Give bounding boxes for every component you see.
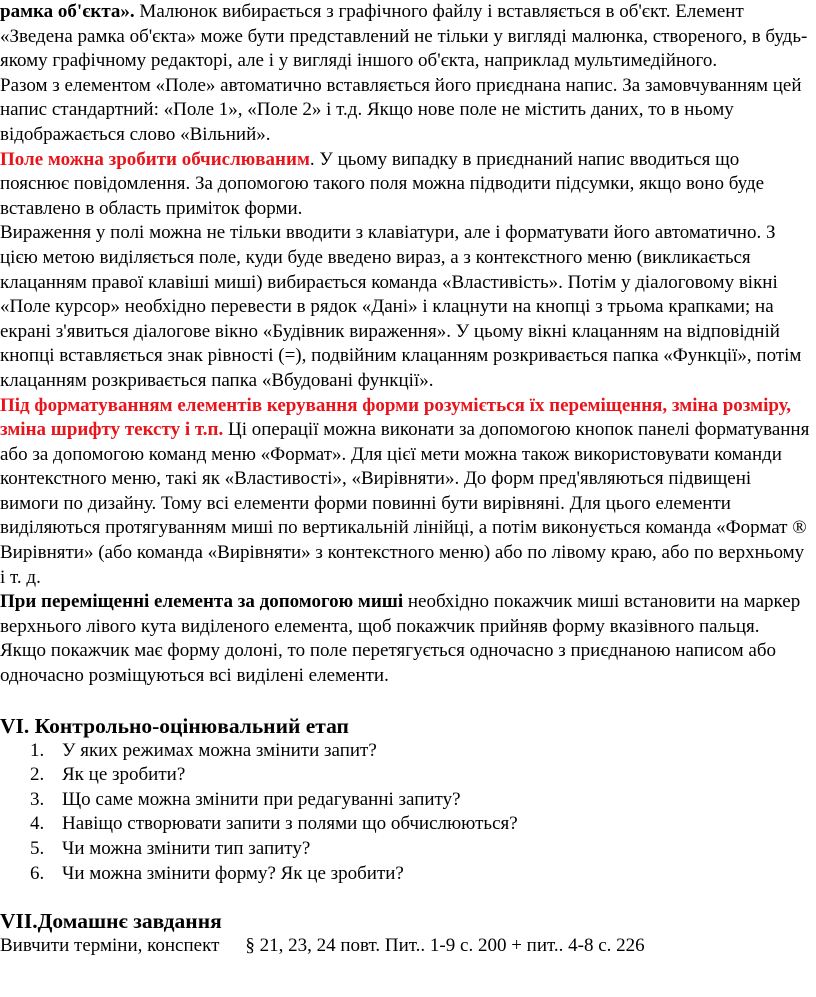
list-item-number: 2. xyxy=(30,764,45,786)
question-list xyxy=(0,739,810,887)
paragraph-1-bold: рамка об'єкта». xyxy=(0,1,135,22)
paragraph-5 xyxy=(0,394,810,591)
list-item-text: Що саме можна змінити при редагуванні запиту? xyxy=(62,788,461,810)
list-item xyxy=(0,862,810,887)
list-item xyxy=(0,739,810,764)
paragraph-6-bold: При переміщенні елемента за допомогою миші xyxy=(0,591,404,613)
list-item-number: 4. xyxy=(30,813,45,835)
paragraph-4-text: Вираження у полі можна не тільки вводити з клавіатури, але і форматувати його автоматично. З цією метою виділяється поле, куди буде введено вираз, а з контекстного меню (викликається клацанням правої клавіші миші) вибирається команда «Властивість». Потім у діалоговому вікні «Поле курсор» необхідно перевести в рядок «Дані» і клацнути на кнопці з трьома крапками; на екрані з'явиться діалогове вікно «Будівник вираження». У цьому вікні клацанням на відповідній кнопці вставляється знак рівності (=), подвійним клацанням розкривається папка «Функції», потім клацанням розкривається папка «Вбудовані функції». xyxy=(0,222,802,391)
list-item-text: Як це зробити? xyxy=(62,764,186,786)
spacer xyxy=(0,689,810,713)
paragraph-2 xyxy=(0,74,810,148)
paragraph-5-highlight: Під форматуванням елементів керування форми розуміється їх переміщення, зміна розміру, зміна шрифту тексту і т.п. xyxy=(0,394,792,441)
list-item xyxy=(0,763,810,788)
paragraph-1 xyxy=(0,0,810,74)
list-item xyxy=(0,837,810,862)
list-item xyxy=(0,788,810,813)
paragraph-2-text: Разом з елементом «Поле» автоматично вставляється його приєднана напис. За замовчуванням цей напис стандартний: «Поле 1», «Поле 2» і т.д. Якщо нове поле не містить даних, то в ньому відображається слово «Вільний». xyxy=(0,74,802,145)
section-6-heading: VI. Контрольно-оцінювальний етап xyxy=(0,713,349,738)
list-item-number: 5. xyxy=(30,838,45,859)
paragraph-3 xyxy=(0,148,810,222)
list-item-number: 3. xyxy=(30,788,45,810)
spacer xyxy=(0,886,810,908)
list-item xyxy=(0,812,810,837)
list-item-text: У яких режимах можна змінити запит? xyxy=(62,739,377,761)
paragraph-1-text: Малюнок вибирається з графічного файлу і вставляється в об'єкт. Елемент «Зведена рамка об'єкта» може бути представлений не тільки у вигляді малюнка, створеного, в будь-якому графічному редакторі, але і у вигляді іншого об'єкта, наприклад мультимедійного. xyxy=(0,1,808,72)
homework-references: § 21, 23, 24 повт. Пит.. 1-9 с. 200 + пит.. 4-8 с. 226 xyxy=(245,935,645,957)
paragraph-5-text: Ці операції можна виконати за допомогою кнопок панелі форматування або за допомогою команд меню «Формат». Для цієї мети можна також використовувати команди контекстного меню, такі як «Властивості», «Вирівняти». До форм пред'являються підвищені вимоги по дизайну. Тому всі елементи форми повинні бути вирівняні. Для цього елементи виділяються протягуванням миші по вертикальній лінійці, а потім виконується команда «Формат ® Вирівняти» (або команда «Вирівняти» з контекстного меню) або по лівому краю, або по верхньому і т. д. xyxy=(0,419,810,588)
homework-task: Вивчити терміни, конспект xyxy=(0,935,220,957)
list-item-text: Навіщо створювати запити з полями що обчислюються? xyxy=(62,813,518,835)
homework-line xyxy=(0,934,810,959)
list-item-text: Чи можна змінити тип запиту? xyxy=(62,838,311,859)
list-item-number: 6. xyxy=(30,862,45,884)
paragraph-4 xyxy=(0,221,810,393)
paragraph-6-text: необхідно покажчик миші встановити на маркер верхнього лівого кута виділеного елемента, щоб покажчик прийняв форму вказівного пальця. Якщо покажчик має форму долоні, то поле перетягується одночасно з приєднаною написом або одночасно розміщуються всі виділені елементи. xyxy=(0,591,801,687)
paragraph-6 xyxy=(0,590,810,688)
section-7-heading: VII.Домашнє завдання xyxy=(0,909,222,934)
paragraph-3-text: . У цьому випадку в приєднаний напис вводиться що пояснює повідомлення. За допомогою такого поля можна підводити підсумки, якщо воно буде вставлено в область приміток форми. xyxy=(0,148,765,219)
list-item-number: 1. xyxy=(30,739,45,761)
paragraph-3-highlight: Поле можна зробити обчислюваним xyxy=(0,148,310,170)
list-item-text: Чи можна змінити форму? Як це зробити? xyxy=(62,862,404,884)
